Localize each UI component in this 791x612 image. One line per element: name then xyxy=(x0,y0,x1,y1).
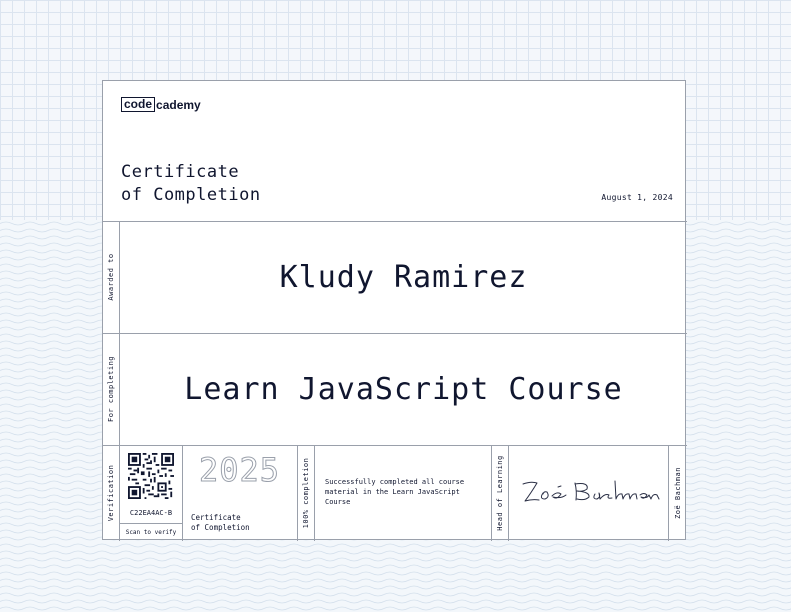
certificate-date: August 1, 2024 xyxy=(601,193,673,202)
completion-label: 100% completion xyxy=(302,457,310,529)
head-of-learning-label-cell xyxy=(492,445,509,541)
signature-cell xyxy=(509,445,669,541)
signer-name: Zoë Bachman xyxy=(673,467,682,519)
small-title-line2: of Completion xyxy=(191,523,250,532)
signature-image xyxy=(517,473,661,507)
qr-cell xyxy=(120,445,183,541)
awarded-row xyxy=(103,221,687,334)
certificate-year: 2025 xyxy=(199,451,281,489)
awarded-label-cell xyxy=(103,221,120,333)
qr-code-icon[interactable] xyxy=(128,453,174,499)
awarded-label: Awarded to xyxy=(107,253,115,301)
head-of-learning-label: Head of Learning xyxy=(496,455,504,531)
certificate xyxy=(102,80,686,540)
certificate-title-line1: Certificate xyxy=(121,162,240,182)
certificate-footer xyxy=(103,445,687,541)
certificate-title-line2: of Completion xyxy=(121,185,261,205)
completion-description: Successfully completed all course material in the Learn JavaScript Course xyxy=(325,478,465,506)
verification-code: C22EA4AC-B xyxy=(129,509,173,517)
signer-name-cell xyxy=(669,445,686,541)
verification-label-cell xyxy=(103,445,120,541)
course-name: Learn JavaScript Course xyxy=(184,371,623,407)
completing-label: For completing xyxy=(107,355,115,423)
scan-to-verify: Scan to verify xyxy=(120,523,182,542)
verification-label: Verification xyxy=(107,464,115,522)
completing-label-cell xyxy=(103,333,120,445)
completion-label-cell xyxy=(298,445,315,541)
year-cell xyxy=(183,445,298,541)
logo-cademy-part: cademy xyxy=(156,97,201,112)
logo-code-part: code xyxy=(121,97,155,112)
certificate-header xyxy=(103,81,687,222)
codecademy-logo xyxy=(121,97,201,112)
small-title-line1: Certificate xyxy=(191,513,241,522)
small-certificate-title xyxy=(191,513,250,533)
description-cell xyxy=(315,445,492,541)
course-row xyxy=(103,333,687,446)
certificate-title xyxy=(121,161,261,207)
recipient-name: Kludy Ramirez xyxy=(279,259,528,295)
